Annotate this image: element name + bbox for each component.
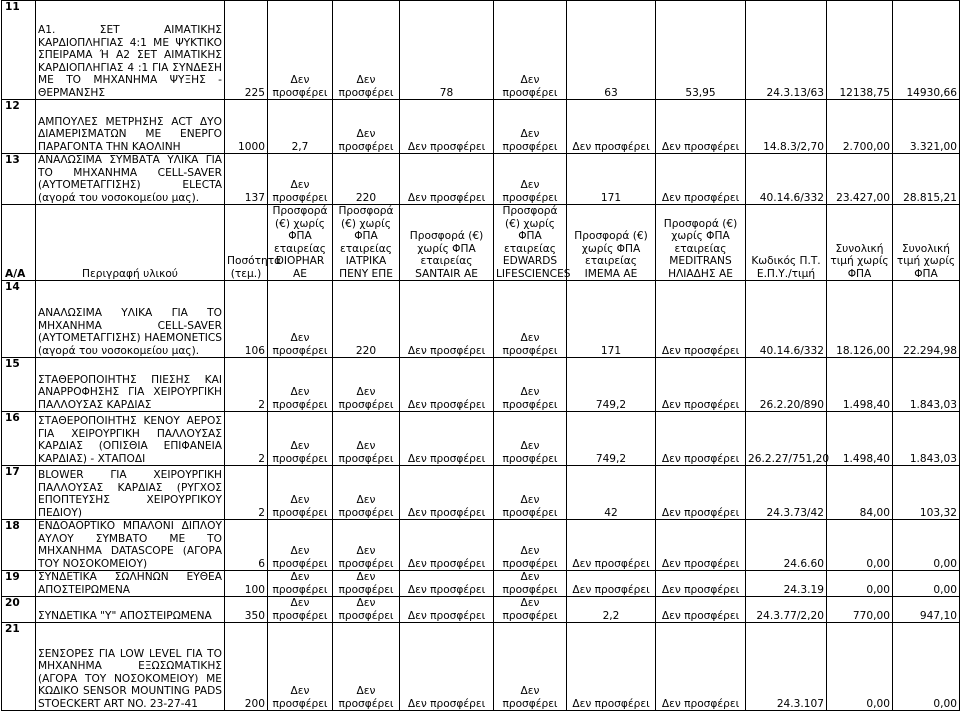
edwards-offer-cell: Δεν προσφέρει: [494, 1, 567, 100]
imema-offer-cell: 171: [567, 281, 656, 358]
total-vat-cell: 0,00: [893, 520, 960, 571]
edwards-offer-cell: Δεν προσφέρει: [494, 100, 567, 154]
edwards-offer-cell: Δεν προσφέρει: [494, 358, 567, 412]
table-row: [2, 100, 960, 154]
santair-offer-cell: Δεν προσφέρει: [400, 623, 494, 711]
imema-offer-cell: 749,2: [567, 412, 656, 466]
header-santair: Προσφορά (€) χωρίς ΦΠΑ εταιρείας SANTAIR AE: [400, 205, 494, 281]
santair-offer-cell: Δεν προσφέρει: [400, 520, 494, 571]
table-row: [2, 571, 960, 597]
edwards-offer-cell: Δεν προσφέρει: [494, 466, 567, 520]
total-no-vat-cell: 0,00: [827, 520, 893, 571]
total-vat-cell: 14930,66: [893, 1, 960, 100]
row-number: 21: [2, 623, 36, 711]
meditrans-offer-cell: Δεν προσφέρει: [656, 597, 746, 623]
quantity-cell: 350: [225, 597, 268, 623]
diophar-offer-cell: Δεν προσφέρει: [268, 154, 333, 205]
table-row: [2, 1, 960, 100]
diophar-offer-cell: Δεν προσφέρει: [268, 281, 333, 358]
edwards-offer-cell: Δεν προσφέρει: [494, 597, 567, 623]
total-no-vat-cell: 1.498,40: [827, 412, 893, 466]
description-cell: BLOWER ΓΙΑ ΧΕΙΡΟΥΡΓΙΚΗ ΠΑΛΛΟΥΣΑΣ ΚΑΡΔΙΑΣ (ΡΥΓΧΟΣ ΕΠΟΠΤΕΥΣΗΣ ΧΕΙΡΟΥΡΓΙΚΟΥ ΠΕΔΙΟΥ): [36, 466, 225, 520]
santair-offer-cell: Δεν προσφέρει: [400, 154, 494, 205]
description-cell: ΣΤΑΘΕΡΟΠΟΙΗΤΗΣ ΠΙΕΣΗΣ ΚΑΙ ΑΝΑΡΡΟΦΗΣΗΣ ΓΙΑ ΧΕΙΡΟΥΡΓΙΚΗ ΠΑΛΛΟΥΣΑΣ ΚΑΡΔΙΑΣ: [36, 358, 225, 412]
edwards-offer-cell: Δεν προσφέρει: [494, 571, 567, 597]
diophar-offer-cell: Δεν προσφέρει: [268, 597, 333, 623]
row-number: 15: [2, 358, 36, 412]
imema-offer-cell: 749,2: [567, 358, 656, 412]
santair-offer-cell: Δεν προσφέρει: [400, 100, 494, 154]
row-number: 13: [2, 154, 36, 205]
header-total-vat: Συνολική τιμή χωρίς ΦΠΑ: [893, 205, 960, 281]
table-row: [2, 466, 960, 520]
edwards-offer-cell: Δεν προσφέρει: [494, 623, 567, 711]
code-price-cell: 24.3.107: [746, 623, 827, 711]
imema-offer-cell: Δεν προσφέρει: [567, 520, 656, 571]
row-number: 14: [2, 281, 36, 358]
header-iatrika: Προσφορά (€) χωρίς ΦΠΑ εταιρείας ΙΑΤΡΙΚΑ ΠΕΝΥ ΕΠΕ: [333, 205, 400, 281]
diophar-offer-cell: Δεν προσφέρει: [268, 358, 333, 412]
total-no-vat-cell: 0,00: [827, 623, 893, 711]
row-number: 20: [2, 597, 36, 623]
santair-offer-cell: Δεν προσφέρει: [400, 358, 494, 412]
imema-offer-cell: 171: [567, 154, 656, 205]
total-no-vat-cell: 18.126,00: [827, 281, 893, 358]
code-price-cell: 40.14.6/332: [746, 281, 827, 358]
imema-offer-cell: Δεν προσφέρει: [567, 571, 656, 597]
diophar-offer-cell: Δεν προσφέρει: [268, 1, 333, 100]
quantity-cell: 2: [225, 466, 268, 520]
total-vat-cell: 28.815,21: [893, 154, 960, 205]
diophar-offer-cell: Δεν προσφέρει: [268, 623, 333, 711]
code-price-cell: 14.8.3/2,70: [746, 100, 827, 154]
row-number: 17: [2, 466, 36, 520]
iatrika-offer-cell: Δεν προσφέρει: [333, 100, 400, 154]
total-vat-cell: 103,32: [893, 466, 960, 520]
table-row: [2, 623, 960, 711]
code-price-cell: 24.6.60: [746, 520, 827, 571]
meditrans-offer-cell: Δεν προσφέρει: [656, 358, 746, 412]
iatrika-offer-cell: Δεν προσφέρει: [333, 1, 400, 100]
imema-offer-cell: Δεν προσφέρει: [567, 623, 656, 711]
meditrans-offer-cell: Δεν προσφέρει: [656, 520, 746, 571]
code-price-cell: 24.3.19: [746, 571, 827, 597]
table-row: [2, 412, 960, 466]
total-no-vat-cell: 84,00: [827, 466, 893, 520]
meditrans-offer-cell: Δεν προσφέρει: [656, 412, 746, 466]
iatrika-offer-cell: 220: [333, 154, 400, 205]
total-no-vat-cell: 770,00: [827, 597, 893, 623]
imema-offer-cell: 42: [567, 466, 656, 520]
quantity-cell: 100: [225, 571, 268, 597]
imema-offer-cell: 63: [567, 1, 656, 100]
quantity-cell: 200: [225, 623, 268, 711]
santair-offer-cell: 78: [400, 1, 494, 100]
total-vat-cell: 1.843,03: [893, 412, 960, 466]
total-no-vat-cell: 2.700,00: [827, 100, 893, 154]
quantity-cell: 106: [225, 281, 268, 358]
meditrans-offer-cell: Δεν προσφέρει: [656, 466, 746, 520]
edwards-offer-cell: Δεν προσφέρει: [494, 520, 567, 571]
quantity-cell: 137: [225, 154, 268, 205]
table-row: [2, 597, 960, 623]
table-row: [2, 520, 960, 571]
iatrika-offer-cell: Δεν προσφέρει: [333, 623, 400, 711]
table-body: [2, 1, 960, 711]
header-diophar: Προσφορά (€) χωρίς ΦΠΑ εταιρείας DIOPHAR AE: [268, 205, 333, 281]
meditrans-offer-cell: Δεν προσφέρει: [656, 623, 746, 711]
description-cell: ΑΜΠΟΥΛΕΣ ΜΕΤΡΗΣΗΣ ACT ΔΥΟ ΔΙΑΜΕΡΙΣΜΑΤΩΝ ΜΕ ΕΝΕΡΓΟ ΠΑΡΑΓΟΝΤΑ ΤΗΝ ΚΑΟΛΙΝΗ: [36, 100, 225, 154]
quantity-cell: 225: [225, 1, 268, 100]
total-vat-cell: 947,10: [893, 597, 960, 623]
meditrans-offer-cell: Δεν προσφέρει: [656, 100, 746, 154]
description-cell: ΣΥΝΔΕΤΙΚΑ ΣΩΛΗΝΩΝ ΕΥΘΕΑ ΑΠΟΣΤΕΙΡΩΜΕΝΑ: [36, 571, 225, 597]
diophar-offer-cell: Δεν προσφέρει: [268, 520, 333, 571]
code-price-cell: 24.3.77/2,20: [746, 597, 827, 623]
quantity-cell: 1000: [225, 100, 268, 154]
header-row: [2, 205, 960, 281]
row-number: 19: [2, 571, 36, 597]
header-total-no-vat: Συνολική τιμή χωρίς ΦΠΑ: [827, 205, 893, 281]
row-number: 12: [2, 100, 36, 154]
code-price-cell: 24.3.13/63: [746, 1, 827, 100]
santair-offer-cell: Δεν προσφέρει: [400, 412, 494, 466]
row-number: 11: [2, 1, 36, 100]
diophar-offer-cell: Δεν προσφέρει: [268, 466, 333, 520]
santair-offer-cell: Δεν προσφέρει: [400, 466, 494, 520]
santair-offer-cell: Δεν προσφέρει: [400, 597, 494, 623]
description-cell: Α1. ΣΕΤ ΑΙΜΑΤΙΚΗΣ ΚΑΡΔΙΟΠΛΗΓΙΑΣ 4:1 ΜΕ ΨΥΚΤΙΚΟ ΣΠΕΙΡΑΜΑ Ή Α2 ΣΕΤ ΑΙΜΑΤΙΚΗΣ ΚΑΡΔΙΟΠΛΗΓΙΑΣ 4 :1 ΓΙΑ ΣΥΝΔΕΣΗ ΜΕ ΤΟ ΜΗΧΑΝΗΜΑ ΨΥΞΗΣ - ΘΕΡΜΑΝΣΗΣ: [36, 1, 225, 100]
diophar-offer-cell: 2,7: [268, 100, 333, 154]
code-price-cell: 26.2.27/751,20: [746, 412, 827, 466]
iatrika-offer-cell: 220: [333, 281, 400, 358]
row-number: 18: [2, 520, 36, 571]
meditrans-offer-cell: Δεν προσφέρει: [656, 281, 746, 358]
header-meditrans: Προσφορά (€) χωρίς ΦΠΑ εταιρείας MEDITRANS ΗΛΙΑΔΗΣ ΑΕ: [656, 205, 746, 281]
edwards-offer-cell: Δεν προσφέρει: [494, 281, 567, 358]
code-price-cell: 40.14.6/332: [746, 154, 827, 205]
description-cell: ΣΥΝΔΕΤΙΚΑ "Y" ΑΠΟΣΤΕΙΡΩΜΕΝΑ: [36, 597, 225, 623]
quantity-cell: 2: [225, 358, 268, 412]
description-cell: ΑΝΑΛΩΣΙΜΑ ΣΥΜΒΑΤΑ ΥΛΙΚΑ ΓΙΑ ΤΟ ΜΗΧΑΝΗΜΑ CELL-SAVER (ΑΥΤΟΜΕΤΑΓΓΙΣΗΣ) ELECTA (αγορά του νοσοκομείου μας).: [36, 154, 225, 205]
header-aa: Α/Α: [2, 205, 36, 281]
description-cell: ΑΝΑΛΩΣΙΜΑ ΥΛΙΚΑ ΓΙΑ ΤΟ ΜΗΧΑΝΗΜΑ CELL-SAVER (ΑΥΤΟΜΕΤΑΓΓΙΣΗΣ) HAEMONETICS (αγορά του νοσοκομείου μας).: [36, 281, 225, 358]
row-number: 16: [2, 412, 36, 466]
table-row: [2, 358, 960, 412]
table-row: [2, 281, 960, 358]
total-no-vat-cell: 12138,75: [827, 1, 893, 100]
procurement-table: [1, 0, 960, 711]
iatrika-offer-cell: Δεν προσφέρει: [333, 466, 400, 520]
iatrika-offer-cell: Δεν προσφέρει: [333, 571, 400, 597]
description-cell: ΣΕΝΣΟΡΕΣ ΓΙΑ LOW LEVEL ΓΙΑ ΤΟ ΜΗΧΑΝΗΜΑ ΕΞΩΣΩΜΑΤΙΚΗΣ (ΑΓΟΡΑ ΤΟΥ ΝΟΣΟΚΟΜΕΙΟΥ) ΜΕ ΚΩΔΙΚΟ SENSOR MOUNTING PADS STOECKERT ART NO. 23-27-41: [36, 623, 225, 711]
total-vat-cell: 3.321,00: [893, 100, 960, 154]
code-price-cell: 26.2.20/890: [746, 358, 827, 412]
edwards-offer-cell: Δεν προσφέρει: [494, 412, 567, 466]
meditrans-offer-cell: Δεν προσφέρει: [656, 571, 746, 597]
total-vat-cell: 0,00: [893, 623, 960, 711]
santair-offer-cell: Δεν προσφέρει: [400, 281, 494, 358]
edwards-offer-cell: Δεν προσφέρει: [494, 154, 567, 205]
diophar-offer-cell: Δεν προσφέρει: [268, 412, 333, 466]
iatrika-offer-cell: Δεν προσφέρει: [333, 520, 400, 571]
iatrika-offer-cell: Δεν προσφέρει: [333, 597, 400, 623]
table-row: [2, 154, 960, 205]
quantity-cell: 2: [225, 412, 268, 466]
meditrans-offer-cell: Δεν προσφέρει: [656, 154, 746, 205]
code-price-cell: 24.3.73/42: [746, 466, 827, 520]
total-no-vat-cell: 0,00: [827, 571, 893, 597]
total-no-vat-cell: 1.498,40: [827, 358, 893, 412]
header-edwards: Προσφορά (€) χωρίς ΦΠΑ εταιρείας EDWARDS LIFESCIENCES: [494, 205, 567, 281]
meditrans-offer-cell: 53,95: [656, 1, 746, 100]
header-code: Κωδικός Π.Τ. Ε.Π.Υ./τιμή: [746, 205, 827, 281]
total-vat-cell: 0,00: [893, 571, 960, 597]
diophar-offer-cell: Δεν προσφέρει: [268, 571, 333, 597]
header-description: Περιγραφή υλικού: [36, 205, 225, 281]
total-vat-cell: 22.294,98: [893, 281, 960, 358]
quantity-cell: 6: [225, 520, 268, 571]
santair-offer-cell: Δεν προσφέρει: [400, 571, 494, 597]
header-quantity: Ποσότητα (τεμ.): [225, 205, 268, 281]
iatrika-offer-cell: Δεν προσφέρει: [333, 358, 400, 412]
description-cell: ΣΤΑΘΕΡΟΠΟΙΗΤΗΣ ΚΕΝΟΥ ΑΕΡΟΣ ΓΙΑ ΧΕΙΡΟΥΡΓΙΚΗ ΠΑΛΛΟΥΣΑΣ ΚΑΡΔΙΑΣ (ΟΠΙΣΘΙΑ ΕΠΙΦΑΝΕΙΑ ΚΑΡΔΙΑΣ) - ΧΤΑΠΟΔΙ: [36, 412, 225, 466]
description-cell: ΕΝΔΟΑΟΡΤΙΚΟ ΜΠΑΛΟΝΙ ΔΙΠΛΟΥ ΑΥΛΟΥ ΣΥΜΒΑΤΟ ΜΕ ΤΟ ΜΗΧΑΝΗΜΑ DATASCOPE (ΑΓΟΡΑ ΤΟΥ ΝΟΣΟΚΟΜΕΙΟΥ): [36, 520, 225, 571]
total-no-vat-cell: 23.427,00: [827, 154, 893, 205]
iatrika-offer-cell: Δεν προσφέρει: [333, 412, 400, 466]
imema-offer-cell: Δεν προσφέρει: [567, 100, 656, 154]
imema-offer-cell: 2,2: [567, 597, 656, 623]
header-imema: Προσφορά (€) χωρίς ΦΠΑ εταιρείας ΙΜΕΜΑ ΑΕ: [567, 205, 656, 281]
total-vat-cell: 1.843,03: [893, 358, 960, 412]
